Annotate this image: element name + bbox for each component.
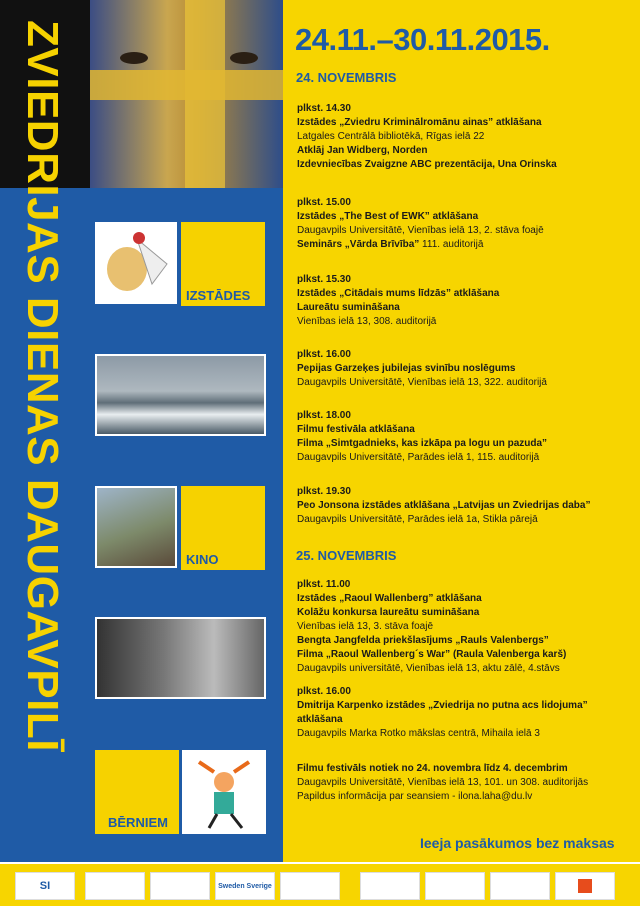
face-photo: [90, 0, 283, 188]
section-berniem-label: BĒRNIEM: [108, 815, 168, 830]
kino-photo: [95, 486, 177, 568]
event-1100: plkst. 11.00 Izstādes „Raoul Wallenberg” atklāšana Kolāžu konkursa laureātu sumināšana Vienības ielā 13, 3. stāva foajē Bengta Jangfelda priekšlasījums „Rauls Valenbergs” Filma „Raoul Wallenberg´s War” (Raula Valenberga karš) Daugavpils universitātē, Vienības ielā 13, aktu zālē, 4.stāvs: [297, 579, 567, 674]
sponsor-logo: [425, 872, 485, 900]
si-logo: SI: [15, 872, 75, 900]
wallenberg-photo: [95, 617, 266, 699]
izstades-thumb: [95, 222, 177, 304]
festival-note: Filmu festivāls notiek no 24. novembra līdz 4. decembrim Daugavpils Universitātē, Vienības ielā 13, 101. un 308. auditorijās Papildus informācija par seansiem - ilona.laha@du.lv: [297, 763, 589, 802]
sponsor-logo: [85, 872, 145, 900]
sponsor-logo: [150, 872, 210, 900]
sponsor-logo: [280, 872, 340, 900]
sea-photo: [95, 354, 266, 436]
day-heading: 25. NOVEMBRIS: [296, 548, 397, 563]
event-1500: plkst. 15.00 Izstādes „The Best of EWK” atklāšana Daugavpils Universitātē, Vienības ielā 13, 2. stāva foajē Seminārs „Vārda Brīvība” 111. auditorijā: [297, 197, 544, 250]
pippi-illustration: [182, 750, 266, 834]
free-entry-note: Ieeja pasākumos bez maksas: [420, 835, 615, 851]
poster-title: ZVIEDRIJAS DIENAS DAUGAVPILĪ: [18, 20, 67, 752]
day-heading: 24. NOVEMBRIS: [296, 70, 397, 85]
section-izstades-label: IZSTĀDES: [186, 288, 251, 303]
event-1530: plkst. 15.30 Izstādes „Citādais mums līdzās” atklāšana Laureātu sumināšana Vienības ielā 13, 308. auditorijā: [297, 274, 500, 327]
sponsor-logo: [360, 872, 420, 900]
event-1430: plkst. 14.30 Izstādes „Zviedru Kriminālromānu ainas” atklāšana Latgales Centrālā bibliotēkā, Rīgas ielā 22 Atklāj Jan Widberg, Norden Izdevniecības Zvaigzne ABC prezentācija, Una Orinska: [297, 103, 557, 170]
sponsor-logo: [555, 872, 615, 900]
vertical-title: [0, 0, 90, 862]
event-1930: plkst. 19.30 Peo Jonsona izstādes atklāšana „Latvijas un Zviedrijas daba” Daugavpils Universitātē, Parādes ielā 1a, Stikla pārejā: [297, 486, 591, 525]
date-range: 24.11.–30.11.2015.: [295, 22, 550, 57]
event-1800: plkst. 18.00 Filmu festivāla atklāšana Filma „Simtgadnieks, kas izkāpa pa logu un pazuda” Daugavpils Universitātē, Parādes ielā 1, 115. auditorijā: [297, 410, 548, 463]
sponsor-logo: [490, 872, 550, 900]
event-1600: plkst. 16.00 Pepijas Garzeķes jubilejas svinību noslēgums Daugavpils Universitātē, Vienības ielā 13, 322. auditorijā: [297, 349, 547, 388]
section-kino-label: KINO: [186, 552, 219, 567]
event-1600-b: plkst. 16.00 Dmitrija Karpenko izstādes „Zviedrija no putna acs lidojuma” atklāšana Daugavpils Marka Rotko mākslas centrā, Mihaila ielā 3: [297, 686, 588, 739]
sweden-sverige-logo: Sweden Sverige: [215, 872, 275, 900]
sponsor-footer: [0, 862, 640, 906]
